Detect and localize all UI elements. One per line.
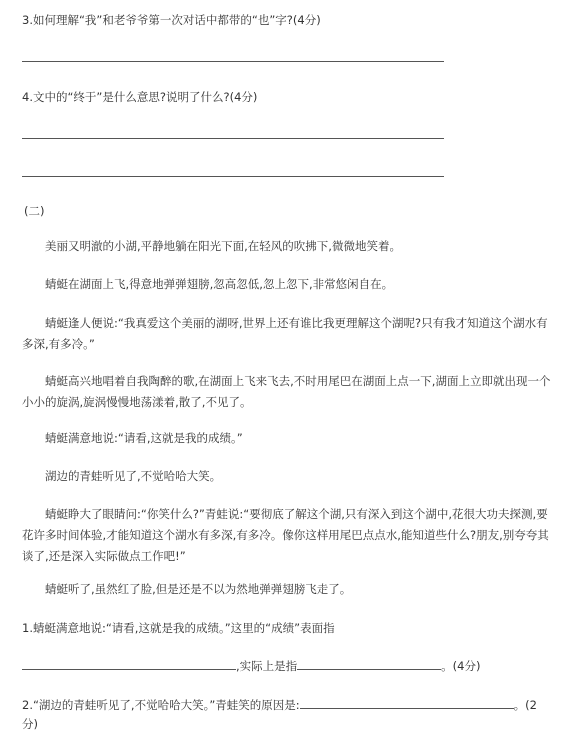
answer-blank[interactable] <box>297 657 441 670</box>
answer-line[interactable] <box>22 176 444 177</box>
answer-line[interactable] <box>22 138 444 139</box>
passage-paragraph: 蜻蜓在湖面上飞,得意地弹弹翅膀,忽高忽低,忽上忽下,非常悠闲自在。 <box>45 277 394 291</box>
passage-paragraph: 蜻蜓满意地说:“请看,这就是我的成绩。” <box>45 431 243 445</box>
passage-paragraph: 湖边的青蛙听见了,不觉哈哈大笑。 <box>45 469 222 483</box>
passage-paragraph: 蜻蜓逢人便说:“我真爱这个美丽的湖呀,世界上还有谁比我更理解这个湖呢?只有我才知道这个湖水有多深,有多冷。” <box>22 316 548 351</box>
passage-paragraph: 蜻蜓睁大了眼睛问:“你笑什么?”青蛙说:“要彻底了解这个湖,只有深入到这个湖中,花很大功夫探测,要花许多时间体验,才能知道这个湖水有多深,有多冷。像你这样用尾巴点点水,能知道些什么?朋友,别夸夸其谈了,还是深入实际做点工作吧!” <box>22 507 549 563</box>
question-4: 4.文中的“终于”是什么意思?说明了什么?(4分) <box>22 90 258 104</box>
question-2-end-text: 。(2 <box>513 698 537 712</box>
section-label: (二) <box>24 204 45 218</box>
question-3: 3.如何理解“我”和老爷爷第一次对话中都带的“也”字?(4分) <box>22 13 321 27</box>
question-2-prompt: 2.“湖边的青蛙听见了,不觉哈哈大笑。”青蛙笑的原因是: <box>22 698 300 712</box>
question-1-end-text: 。(4分) <box>441 659 481 673</box>
answer-blank[interactable] <box>300 696 514 709</box>
passage-paragraph: 蜻蜓高兴地唱着自我陶醉的歌,在湖面上飞来飞去,不时用尾巴在湖面上点一下,湖面上立即就出现一个小小的旋涡,旋涡慢慢地荡漾着,散了,不见了。 <box>22 374 551 409</box>
question-2-wrap: 分) <box>22 717 38 731</box>
answer-line[interactable] <box>22 61 444 62</box>
answer-blank[interactable] <box>22 657 236 670</box>
passage-paragraph: 美丽又明澈的小湖,平静地躺在阳光下面,在轻风的吹拂下,微微地笑着。 <box>45 239 401 253</box>
passage-paragraph: 蜻蜓听了,虽然红了脸,但是还是不以为然地弹弹翅膀飞走了。 <box>45 582 352 596</box>
question-1-mid-text: ,实际上是指 <box>236 659 298 673</box>
question-1-answer-row <box>22 657 480 674</box>
question-2 <box>22 696 537 713</box>
question-1: 1.蜻蜓满意地说:“请看,这就是我的成绩。”这里的“成绩”表面指 <box>22 621 335 635</box>
